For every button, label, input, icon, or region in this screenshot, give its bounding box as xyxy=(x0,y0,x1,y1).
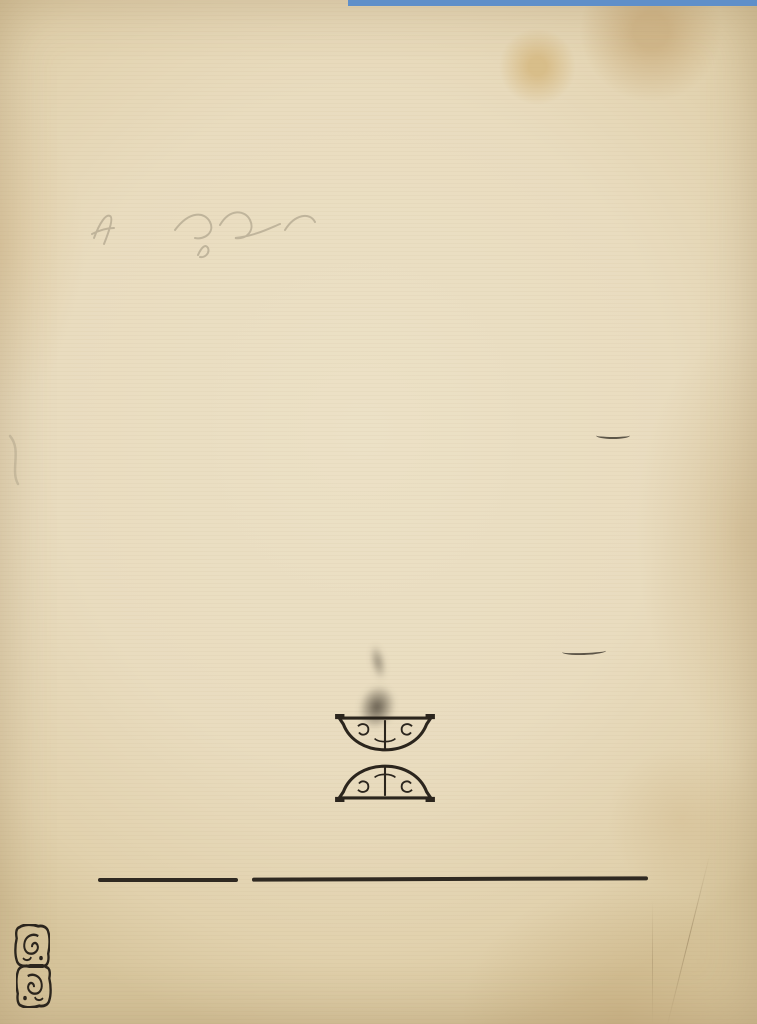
corner-scroll-ornament-icon xyxy=(16,964,52,1008)
pencil-inscription xyxy=(80,200,350,270)
paper-crease xyxy=(666,853,711,1024)
paper-crease xyxy=(652,900,653,1024)
imprint-line xyxy=(70,893,695,922)
corner-scroll-ornament-icon xyxy=(14,924,50,968)
ink-flourish xyxy=(562,647,606,656)
scan-edge-strip xyxy=(348,0,757,6)
rule-segment xyxy=(252,876,648,881)
rule-segment xyxy=(98,878,238,882)
pencil-mark xyxy=(2,428,32,492)
ink-flourish xyxy=(596,432,630,439)
